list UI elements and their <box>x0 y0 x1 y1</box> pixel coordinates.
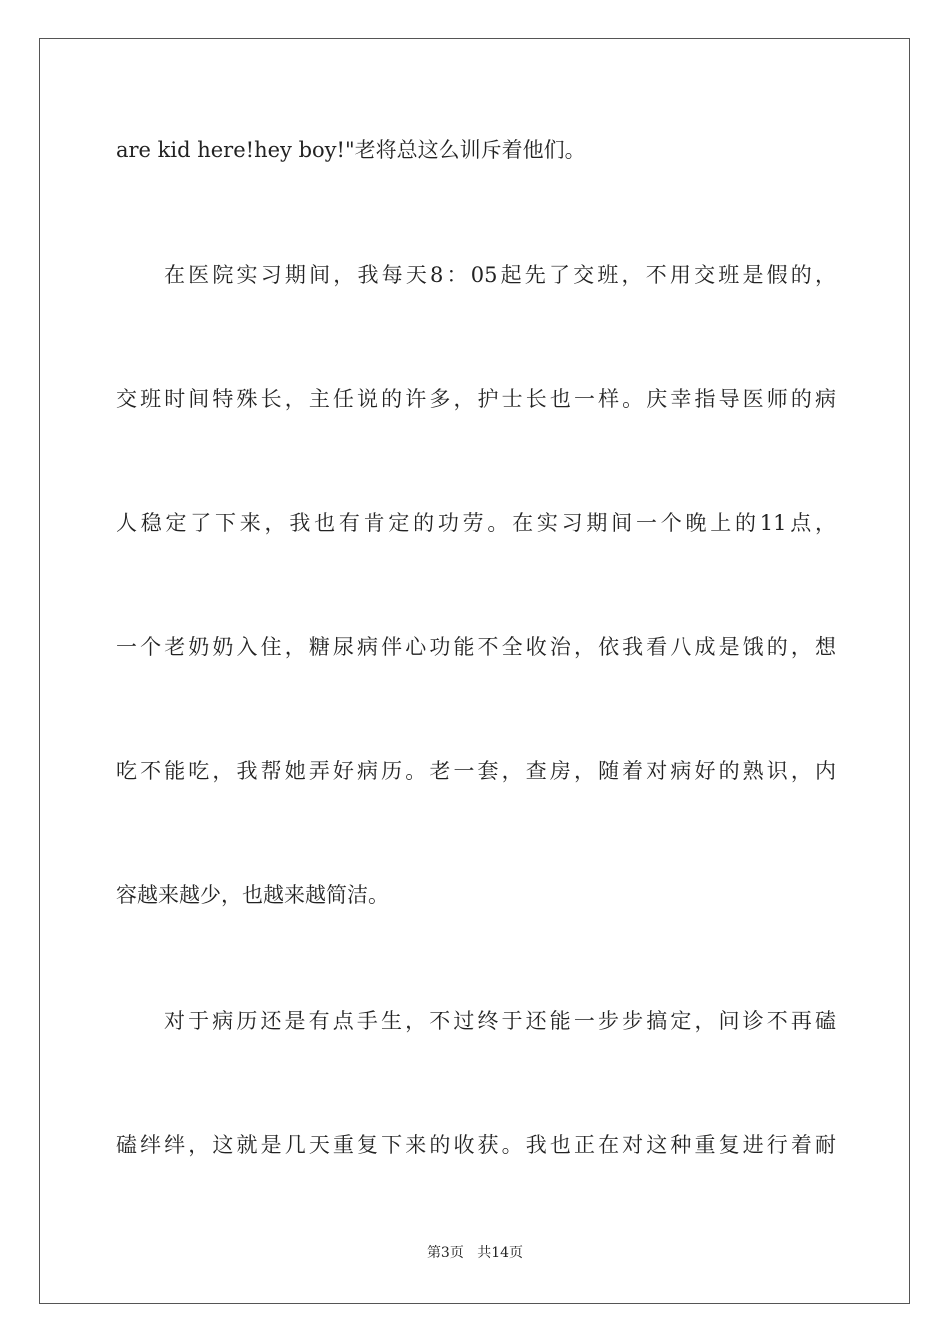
page-total: 共14页 <box>477 1245 524 1261</box>
paragraph-line-6: 吃不能吃，我帮她弄好病历。老一套，查房，随着对病好的熟识，内 <box>116 759 836 783</box>
paragraph-line-8: 对于病历还是有点手生，不过终于还能一步步搞定，问诊不再磕 <box>164 1009 836 1033</box>
paragraph-line-4: 人稳定了下来，我也有肯定的功劳。在实习期间一个晚上的11点， <box>116 511 836 535</box>
page-footer <box>0 1243 950 1263</box>
paragraph-line-1: are kid here!hey boy!"老将总这么训斥着他们。 <box>116 138 586 162</box>
paragraph-line-5: 一个老奶奶入住，糖尿病伴心功能不全收治，依我看八成是饿的，想 <box>116 635 836 659</box>
page-number: 第3页 <box>426 1245 464 1261</box>
page-border <box>39 38 910 1304</box>
paragraph-line-7: 容越来越少，也越来越简洁。 <box>116 883 389 907</box>
paragraph-line-2: 在医院实习期间，我每天8：05起先了交班，不用交班是假的， <box>164 263 836 287</box>
paragraph-line-9: 磕绊绊，这就是几天重复下来的收获。我也正在对这种重复进行着耐 <box>116 1133 836 1157</box>
paragraph-line-3: 交班时间特殊长，主任说的许多，护士长也一样。庆幸指导医师的病 <box>116 387 836 411</box>
